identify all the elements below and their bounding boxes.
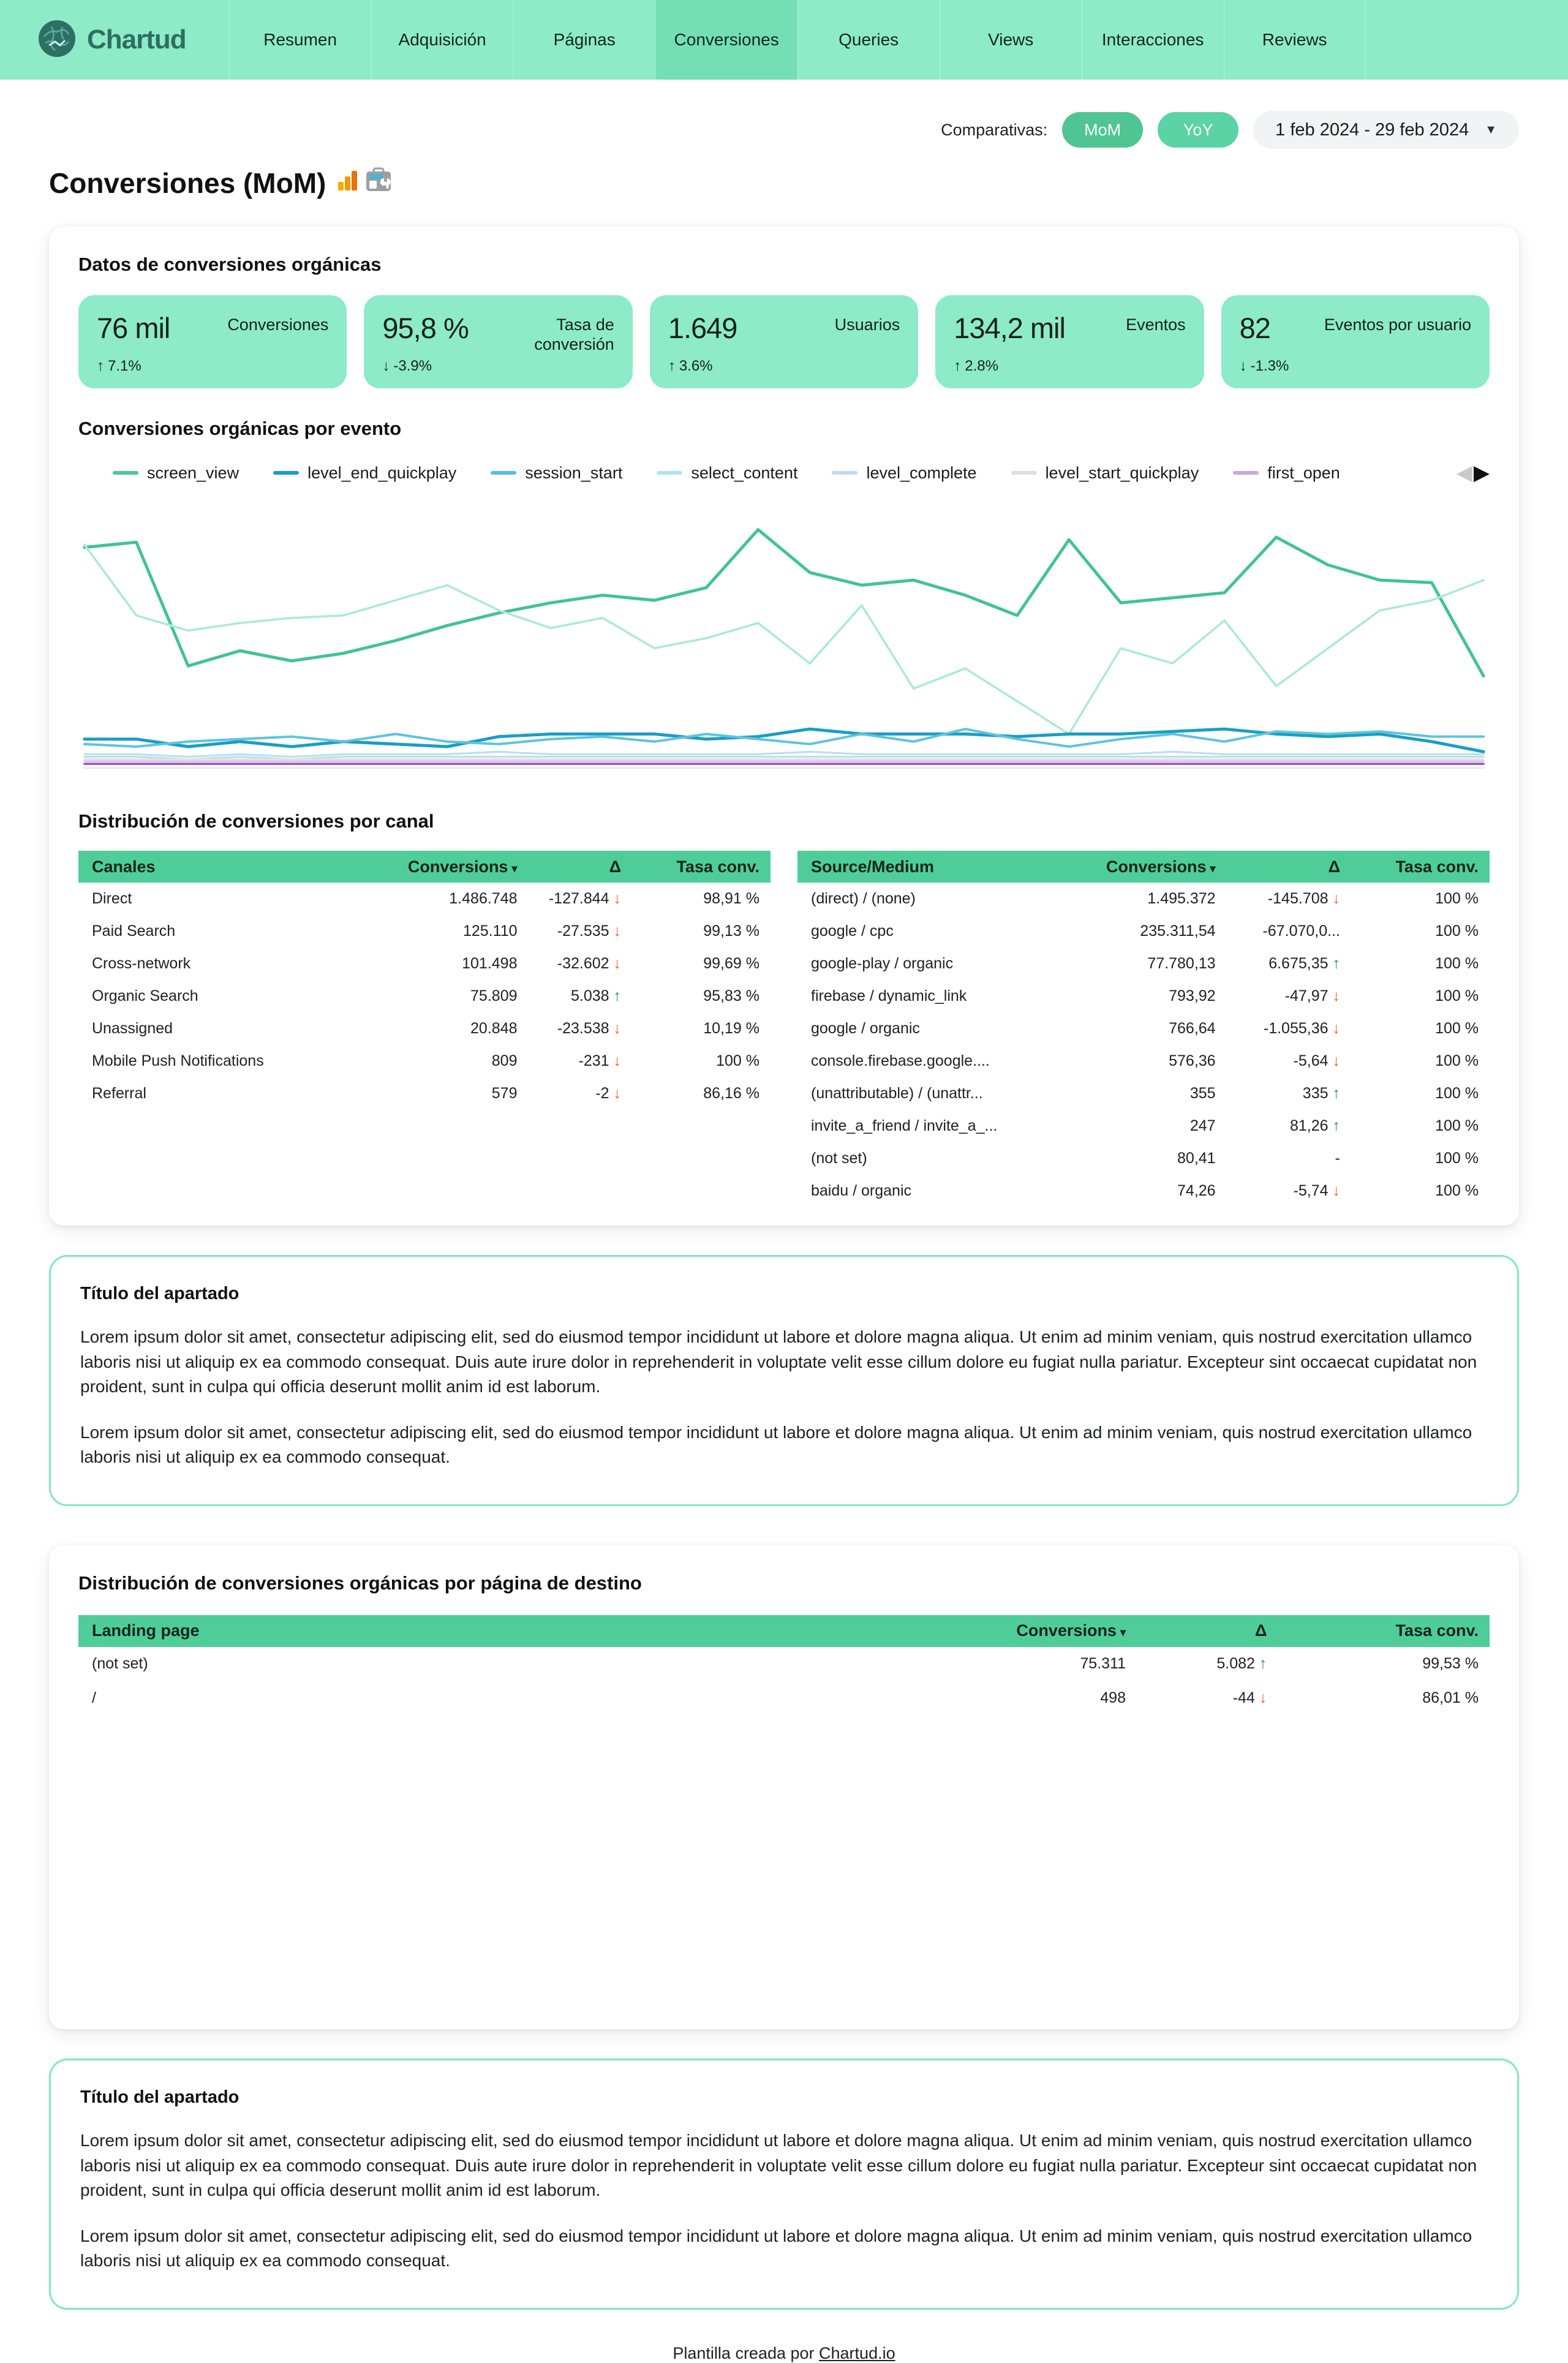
table-row	[797, 1045, 1490, 1077]
cell-rate: 100 %	[1435, 1085, 1479, 1102]
delta-value: -5,64	[1293, 1052, 1329, 1069]
table-row	[78, 883, 771, 915]
cell-name: (direct) / (none)	[811, 890, 916, 907]
kpi-card-eventos	[935, 295, 1204, 388]
legend-item-first_open[interactable]	[1233, 464, 1340, 483]
cell-name: google / organic	[811, 1020, 920, 1037]
legend-next-icon[interactable]: ▶	[1473, 461, 1490, 484]
arrow-down-icon: ↓	[1332, 890, 1340, 907]
arrow-down-icon: ↓	[1332, 1182, 1340, 1199]
delta-value: 6.675,35	[1268, 955, 1329, 972]
arrow-down-icon: ↓	[1332, 1020, 1340, 1037]
table-row	[797, 915, 1490, 948]
sort-caret-icon: ▾	[1210, 862, 1216, 875]
events-line-chart	[78, 503, 1490, 776]
legend-label: screen_view	[147, 463, 239, 482]
cell-rate: 100 %	[1435, 955, 1479, 972]
table-row	[78, 1647, 1490, 1681]
nav-tab-interacciones[interactable]: Interacciones	[1082, 0, 1224, 80]
cell-rate: 86,01 %	[1422, 1689, 1479, 1707]
cell-name: invite_a_friend / invite_a_...	[811, 1117, 998, 1134]
arrow-up-icon: ↑	[954, 358, 962, 374]
note-paragraph-2: Lorem ipsum dolor sit amet, consectetur adipiscing elit, sed do eiusmod tempor incididunt ut labore et dolore magna aliqua. Ut enim ad minim veniam, quis nostrud exercitation ullamco laboris nisi ut aliquip ex ea commodo consequat.	[80, 2226, 1472, 2271]
mom-button[interactable]: MoM	[1062, 112, 1143, 148]
cell-conversions: 77.780,13	[1147, 955, 1216, 972]
table-row	[797, 883, 1490, 915]
kpi-label: Conversiones	[227, 315, 329, 334]
delta-value: -47,97	[1284, 987, 1329, 1004]
nav-tab-queries[interactable]: Queries	[797, 0, 940, 80]
cell-delta	[1227, 948, 1351, 980]
table-row	[797, 1012, 1490, 1045]
arrow-down-icon: ↓	[613, 955, 621, 972]
cell-conversions: 74,26	[1177, 1182, 1216, 1199]
delta-value: -32.602	[557, 955, 609, 972]
legend-item-select_content[interactable]	[657, 464, 797, 483]
table-row	[78, 915, 771, 948]
brand[interactable]	[0, 0, 229, 80]
chart-line-screen_view_periodo_previo	[85, 545, 1483, 734]
arrow-down-icon: ↓	[613, 1052, 621, 1069]
legend-swatch	[832, 471, 858, 475]
cell-rate: 100 %	[716, 1052, 760, 1069]
nav-tab-conversiones[interactable]: Conversiones	[655, 0, 797, 80]
kpi-card-usuarios	[650, 295, 918, 388]
cell-delta	[1227, 1077, 1351, 1110]
arrow-down-icon: ↓	[1259, 1689, 1267, 1707]
chevron-down-icon: ▼	[1485, 122, 1497, 137]
kpi-value: 95,8 %	[382, 312, 469, 344]
table-row	[797, 948, 1490, 980]
nav-tabs	[229, 0, 1366, 80]
legend-label: session_start	[525, 463, 623, 482]
organic-data-title: Datos de conversiones orgánicas	[78, 254, 382, 275]
arrow-down-icon: ↓	[1239, 358, 1247, 374]
cell-name: console.firebase.google....	[811, 1052, 990, 1069]
arrow-down-icon: ↓	[613, 1020, 621, 1037]
cell-conversions: 576,36	[1169, 1052, 1216, 1069]
cell-rate: 100 %	[1435, 1182, 1479, 1199]
legend-label: level_start_quickplay	[1045, 463, 1199, 482]
legend-item-level_start_quickplay[interactable]	[1011, 464, 1199, 483]
arrow-down-icon: ↓	[613, 890, 621, 907]
column-header-landing-page: Landing page	[78, 1615, 854, 1647]
column-header--: Δ	[1137, 1615, 1278, 1647]
cell-conversions: 1.486.748	[449, 890, 518, 907]
delta-value: -231	[578, 1052, 609, 1069]
delta-value: -67.070,0...	[1262, 922, 1340, 940]
arrow-up-icon: ↑	[1332, 1085, 1340, 1102]
kpi-value: 1.649	[668, 312, 737, 344]
kpi-delta	[382, 358, 614, 375]
cell-rate: 99,69 %	[703, 955, 760, 972]
cell-delta	[529, 1012, 633, 1045]
nav-tab-adquisición[interactable]: Adquisición	[371, 0, 513, 80]
kpi-delta	[668, 358, 900, 375]
cell-conversions: 1.495.372	[1147, 890, 1216, 907]
column-header-source-medium: Source/Medium	[797, 851, 1060, 883]
note-paragraph-1: Lorem ipsum dolor sit amet, consectetur adipiscing elit, sed do eiusmod tempor incididunt ut labore et dolore magna aliqua. Ut enim ad minim veniam, quis nostrud exercitation ullamco laboris nisi ut aliquip ex ea commodo consequat. Duis aute irure dolor in reprehenderit in voluptate velit esse cillum dolore eu fugiat nulla pariatur. Excepteur sint occaecat cupidatat non proident, sunt in culpa qui officia deserunt mollit anim id est laborum.	[80, 1327, 1477, 1396]
cell-conversions: 247	[1189, 1117, 1216, 1134]
table-row	[797, 980, 1490, 1012]
column-header-tasa-conv-: Tasa conv.	[632, 851, 771, 883]
source-medium-table	[797, 851, 1490, 1199]
channels-table	[78, 851, 771, 1110]
delta-value: -127.844	[548, 890, 609, 907]
kpi-value: 76 mil	[97, 312, 170, 344]
arrow-up-icon: ↑	[613, 987, 621, 1004]
cell-name: (unattributable) / (unattr...	[811, 1085, 983, 1102]
cell-delta	[529, 1077, 633, 1110]
chartud-logo-icon	[37, 18, 77, 62]
kpi-delta-value: 7.1%	[108, 358, 141, 374]
cell-name: Direct	[92, 890, 132, 907]
legend-swatch	[1011, 471, 1037, 475]
cell-conversions: 75.809	[470, 987, 518, 1004]
cell-name: Organic Search	[92, 987, 198, 1004]
arrow-up-icon: ↑	[1259, 1655, 1267, 1673]
arrow-down-icon: ↓	[613, 1085, 621, 1102]
delta-value: 5.038	[570, 987, 609, 1004]
chart-legend	[78, 461, 1490, 485]
legend-swatch	[657, 471, 682, 475]
cell-conversions: 20.848	[470, 1020, 518, 1037]
legend-swatch	[491, 471, 516, 475]
cell-name: firebase / dynamic_link	[811, 987, 967, 1004]
cell-name: Referral	[92, 1085, 146, 1102]
cell-name: Cross-network	[92, 955, 191, 972]
kpi-delta-value: 3.6%	[679, 358, 713, 374]
table-row	[797, 1110, 1490, 1142]
arrow-up-icon: ↑	[1332, 955, 1340, 972]
cell-conversions: 235.311,54	[1140, 922, 1216, 940]
cell-name: Paid Search	[92, 922, 176, 940]
legend-item-level_complete[interactable]	[832, 464, 976, 483]
cell-rate: 100 %	[1435, 922, 1479, 940]
kpi-delta-value: 2.8%	[965, 358, 998, 374]
cell-delta	[1227, 915, 1351, 948]
yoy-button[interactable]: YoY	[1158, 112, 1238, 148]
note-paragraph-2: Lorem ipsum dolor sit amet, consectetur adipiscing elit, sed do eiusmod tempor incididunt ut labore et dolore magna aliqua. Ut enim ad minim veniam, quis nostrud exercitation ullamco laboris nisi ut aliquip ex ea commodo consequat.	[80, 1422, 1472, 1467]
kpi-delta-value: -3.9%	[393, 358, 432, 374]
landing-distribution-card	[49, 1545, 1519, 2029]
kpi-row	[78, 295, 1490, 388]
footer-text: Plantilla creada por	[673, 2343, 820, 2362]
cell-delta	[1227, 1175, 1351, 1199]
cell-name: google / cpc	[811, 922, 894, 940]
brand-name: Chartud	[87, 24, 186, 55]
cell-name: google-play / organic	[811, 955, 954, 972]
cell-delta	[529, 1045, 633, 1077]
cell-rate: 100 %	[1435, 1052, 1479, 1069]
table-row	[78, 948, 771, 980]
cell-conversions: 793,92	[1169, 987, 1216, 1004]
column-header--: Δ	[1227, 851, 1351, 883]
cell-rate: 100 %	[1435, 890, 1479, 907]
table-row	[797, 1077, 1490, 1110]
sort-caret-icon: ▾	[511, 862, 518, 875]
table-row	[797, 1142, 1490, 1175]
table-row	[78, 1681, 1490, 1716]
cell-delta	[1227, 1110, 1351, 1142]
cell-rate: 100 %	[1435, 987, 1479, 1004]
legend-label: first_open	[1267, 463, 1340, 482]
column-header-tasa-conv-: Tasa conv.	[1278, 1615, 1490, 1647]
cell-delta	[1137, 1647, 1278, 1681]
column-header-conversions[interactable]: Conversions ▾	[1060, 851, 1226, 883]
kpi-value: 82	[1239, 312, 1270, 344]
note-title: Título del apartado	[80, 1284, 239, 1303]
table-row	[78, 1012, 771, 1045]
cell-delta	[529, 915, 633, 948]
nav-tab-páginas[interactable]: Páginas	[513, 0, 655, 80]
cell-delta	[1227, 980, 1351, 1012]
table-row	[797, 1175, 1490, 1199]
chartud-link[interactable]: Chartud.io	[819, 2343, 895, 2362]
column-header-conversions[interactable]: Conversions ▾	[854, 1615, 1137, 1647]
delta-value: 5.082	[1216, 1655, 1255, 1673]
arrow-up-icon: ↑	[1332, 1117, 1340, 1134]
arrow-down-icon: ↓	[382, 358, 390, 374]
kpi-card-conversiones	[78, 295, 347, 388]
cell-name: /	[92, 1689, 96, 1707]
cell-rate: 95,83 %	[703, 987, 760, 1004]
cell-rate: 100 %	[1435, 1020, 1479, 1037]
note-block-1	[49, 1255, 1519, 1506]
cell-rate: 10,19 %	[703, 1020, 760, 1037]
cell-delta	[529, 948, 633, 980]
chart-line-screen_view	[85, 530, 1483, 676]
cell-name: (not set)	[811, 1150, 867, 1167]
sort-caret-icon: ▾	[1120, 1626, 1126, 1639]
cell-conversions: 101.498	[462, 955, 518, 972]
legend-swatch	[113, 471, 138, 475]
cell-conversions: 355	[1189, 1085, 1216, 1102]
comparatives-label: Comparativas:	[941, 120, 1048, 139]
top-navigation	[0, 0, 1568, 80]
legend-label: select_content	[691, 463, 798, 482]
date-range-picker[interactable]	[1253, 111, 1519, 149]
nav-tab-reviews[interactable]: Reviews	[1224, 0, 1366, 80]
cell-conversions: 125.110	[462, 922, 518, 940]
cell-rate: 86,16 %	[703, 1085, 760, 1102]
legend-item-screen_view[interactable]	[113, 464, 239, 483]
column-header-tasa-conv-: Tasa conv.	[1351, 851, 1490, 883]
delta-value: -2	[595, 1085, 609, 1102]
note-block-2	[49, 2059, 1519, 2310]
kpi-delta	[954, 358, 1185, 375]
landing-distribution-title: Distribución de conversiones orgánicas por página de destino	[78, 1572, 642, 1594]
nav-tab-resumen[interactable]: Resumen	[229, 0, 371, 80]
delta-value: -27.535	[557, 922, 609, 940]
column-header--: Δ	[529, 851, 633, 883]
date-range-value: 1 feb 2024 - 29 feb 2024	[1275, 119, 1469, 140]
cell-conversions: 766,64	[1169, 1020, 1216, 1037]
channel-tables	[78, 851, 1490, 1199]
delta-value: -1.055,36	[1263, 1020, 1329, 1037]
arrow-up-icon: ↑	[668, 358, 676, 374]
legend-item-level_end_quickplay[interactable]	[273, 464, 456, 483]
kpi-delta-value: -1.3%	[1250, 358, 1289, 374]
cell-conversions: 579	[491, 1085, 518, 1102]
cell-conversions: 75.311	[1080, 1655, 1126, 1673]
kpi-value: 134,2 mil	[954, 312, 1065, 344]
cell-rate: 99,53 %	[1422, 1655, 1479, 1673]
note-title: Título del apartado	[80, 2087, 239, 2107]
footer	[49, 2344, 1519, 2363]
cell-name: (not set)	[92, 1655, 148, 1673]
toolbox-icon	[365, 167, 392, 200]
table-row	[78, 980, 771, 1012]
cell-rate: 98,91 %	[703, 890, 760, 907]
delta-value: -23.538	[557, 1020, 609, 1037]
comparatives-toolbar	[49, 110, 1519, 149]
cell-delta	[529, 980, 633, 1012]
page-title-text: Conversiones (MoM)	[49, 167, 326, 199]
page-title	[49, 167, 1519, 200]
cell-rate: 100 %	[1435, 1150, 1479, 1167]
kpi-delta	[1240, 358, 1471, 375]
delta-value: -5,74	[1293, 1182, 1329, 1199]
cell-delta	[1227, 883, 1351, 915]
table-row	[78, 1077, 771, 1110]
note-paragraph-1: Lorem ipsum dolor sit amet, consectetur adipiscing elit, sed do eiusmod tempor incididunt ut labore et dolore magna aliqua. Ut enim ad minim veniam, quis nostrud exercitation ullamco laboris nisi ut aliquip ex ea commodo consequat. Duis aute irure dolor in reprehenderit in voluptate velit esse cillum dolore eu fugiat nulla pariatur. Excepteur sint occaecat cupidatat non proident, sunt in culpa qui officia deserunt mollit anim id est laborum.	[80, 2130, 1477, 2200]
column-header-canales: Canales	[78, 851, 355, 883]
legend-prev-icon[interactable]: ◀	[1456, 461, 1472, 484]
arrow-up-icon: ↑	[97, 358, 104, 374]
cell-delta	[1227, 1142, 1351, 1175]
arrow-down-icon: ↓	[1332, 1052, 1340, 1069]
arrow-down-icon: ↓	[613, 922, 621, 940]
landing-page-table	[78, 1615, 1490, 1716]
nav-tab-views[interactable]: Views	[940, 0, 1082, 80]
events-chart-title: Conversiones orgánicas por evento	[78, 418, 402, 439]
delta-value: -145.708	[1267, 890, 1329, 907]
cell-delta	[529, 883, 633, 915]
cell-name: Unassigned	[92, 1020, 173, 1037]
cell-name: Mobile Push Notifications	[92, 1052, 264, 1069]
kpi-label: Eventos por usuario	[1324, 315, 1472, 334]
organic-conversions-card	[49, 227, 1519, 1226]
cell-name: baidu / organic	[811, 1182, 912, 1199]
analytics-icon	[336, 167, 360, 200]
cell-delta	[1227, 1045, 1351, 1077]
cell-conversions: 80,41	[1177, 1150, 1216, 1167]
cell-delta	[1137, 1681, 1278, 1716]
delta-value: -44	[1232, 1689, 1255, 1707]
kpi-card-tasa-de-conversión	[364, 295, 632, 388]
legend-label: level_complete	[866, 463, 977, 482]
channel-distribution-title: Distribución de conversiones por canal	[78, 810, 434, 832]
kpi-label: Eventos	[1126, 315, 1186, 334]
kpi-label: Tasa de conversión	[534, 315, 614, 354]
cell-conversions: 498	[1100, 1689, 1126, 1707]
cell-rate: 99,13 %	[703, 922, 760, 940]
cell-rate: 100 %	[1435, 1117, 1479, 1134]
cell-delta	[1227, 1012, 1351, 1045]
table-row	[78, 1045, 771, 1077]
legend-swatch	[1233, 471, 1259, 475]
legend-label: level_end_quickplay	[307, 463, 457, 482]
legend-item-session_start[interactable]	[491, 464, 622, 483]
kpi-delta	[97, 358, 328, 375]
delta-value: -	[1335, 1150, 1340, 1167]
column-header-conversions[interactable]: Conversions ▾	[355, 851, 529, 883]
arrow-down-icon: ↓	[1332, 987, 1340, 1004]
cell-conversions: 809	[491, 1052, 518, 1069]
kpi-card-eventos-por-usuario	[1221, 295, 1490, 388]
delta-value: 335	[1302, 1085, 1329, 1102]
legend-swatch	[273, 471, 299, 475]
delta-value: 81,26	[1289, 1117, 1329, 1134]
kpi-label: Usuarios	[834, 315, 900, 334]
